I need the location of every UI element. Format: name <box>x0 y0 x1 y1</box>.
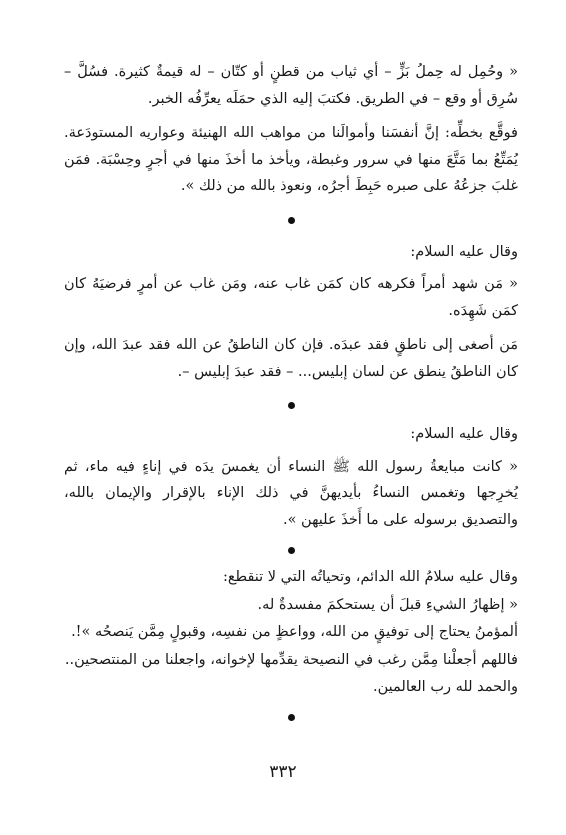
page-number: ٣٣٢ <box>269 762 297 782</box>
paragraph: مَن أصغى إلى ناطقٍ فقد عبدَه. فإن كان الناطقُ عن الله فقد عبدَ الله، وإن كان الناطقُ ينطق عن لسان إبليس... – فقد عبدَ إبليس –. <box>64 337 518 380</box>
paragraph: « إظهارُ الشيءِ قبلَ أن يستحكمَ مفسدةٌ له. <box>257 596 518 613</box>
paragraph: فوقَّع بخطِّه: إنَّ أنفسَنا وأموالَنا من مواهب الله الهنيئة وعواريه المستودَعة. يُمَتِّعُ بما مَتَّعَ منها في سرور وغبطة، ويأخذ ما أخذَ منها في أجرٍ وحِسْبَة. فمَن غلبَ جزعُهُ على صبره حَبِطَ أجرُه، ونعوذ بالله من ذلك ». <box>64 125 518 194</box>
paragraph: « كانت مبايعةُ رسول الله ﷺ النساء أن يغمسَ يدَه في إناءٍ فيه ماء، ثم يُخرِجها وتغمس النساءُ بأيديهنَّ في ذلك الإناء بالإقرار والإيمان بالله، والتصديق برسوله على ما أَخذَ عليهن ». <box>64 458 518 528</box>
paragraph: « مَن شهد أمراً فكرهه كان كمَن غاب عنه، ومَن غاب عن أمرٍ فرضيَهُ كان كمَن شَهِدَه. <box>64 276 518 319</box>
section-intro: وقال عليه سلامُ الله الدائم، وتحياتُه التي لا تنقطع: <box>222 569 518 585</box>
section-intro: وقال عليه السلام: <box>410 426 518 442</box>
page-body <box>64 44 518 721</box>
section-divider-dot <box>288 714 295 721</box>
paragraph: ألمؤمنُ يحتاج إلى توفيقٍ من الله، وواعظٍ من نفسِه، وقبولٍ مِمَّن يَنصحُه »!. <box>71 624 518 640</box>
section-intro: وقال عليه السلام: <box>410 243 518 260</box>
paragraph: والحمد لله رب العالمين. <box>373 679 518 695</box>
section-divider-dot <box>288 217 295 224</box>
section-divider-dot <box>288 402 295 409</box>
paragraph: فاللهم أجعلْنا مِمَّن رغب في النصيحة يقدِّمها لإخوانه، واجعلنا من المنتصحين.. <box>64 651 518 668</box>
paragraph: « وحُمِل له حِملُ بَزٍّ – أي ثياب من قطنٍ أو كتّان – له قيمةٌ كثيرة. فسُلَّ – سُرِق أو وقع – في الطريق. فكتبَ إليه الذي حمَلَه يعرِّفُه الخبر. <box>64 64 518 107</box>
section-divider-dot <box>288 547 295 554</box>
